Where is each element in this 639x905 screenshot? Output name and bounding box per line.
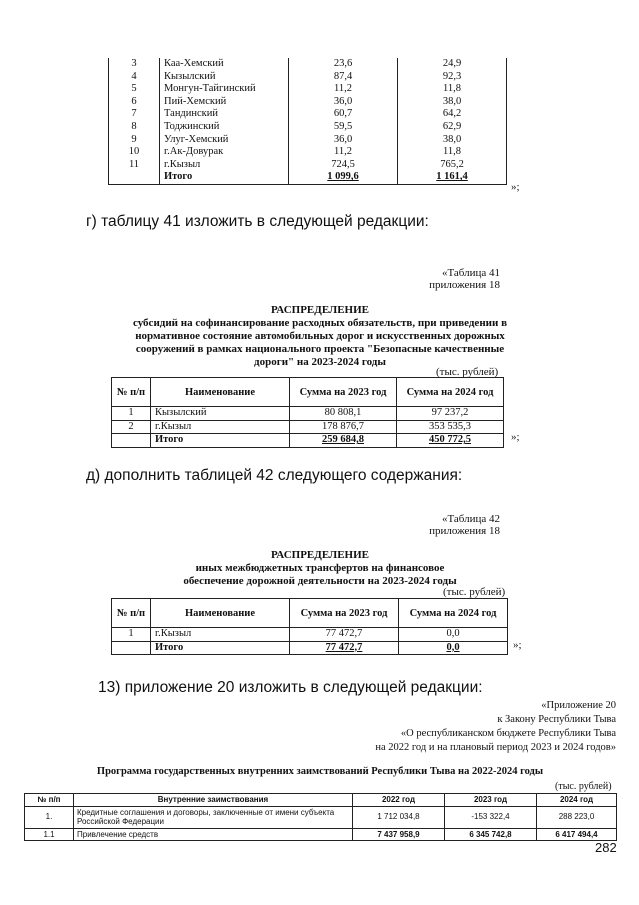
row-value-2024: 38,0 xyxy=(398,96,507,109)
row-number: 5 xyxy=(109,83,160,96)
table-row xyxy=(109,121,507,134)
table-row xyxy=(109,146,507,159)
table-row xyxy=(112,628,508,642)
table-total-row xyxy=(112,641,508,655)
table-41-subtitle-2: нормативное состояние автомобильных дорог и искусственных дорожных xyxy=(135,330,505,342)
row-value-2024: 0,0 xyxy=(399,628,508,642)
row-number: 1 xyxy=(112,628,151,642)
row-value-2023: 80 808,1 xyxy=(290,407,397,421)
table-row xyxy=(109,159,507,172)
row-name: Привлечение средств xyxy=(74,828,353,841)
row-value-2023: 59,5 xyxy=(289,121,398,134)
table-row xyxy=(109,134,507,147)
table-42-unit: (тыс. рублей) xyxy=(443,586,506,598)
col-2024: Сумма на 2024 год xyxy=(399,599,508,628)
table-41-subtitle-1: субсидий на софинансирование расходных обязательств, при приведении в xyxy=(132,317,508,329)
paragraph-13: 13) приложение 20 изложить в следующей редакции: xyxy=(98,679,483,696)
row-number: 10 xyxy=(109,146,160,159)
row-value-2023: -153 322,4 xyxy=(445,806,537,828)
row-value-2024: 288 223,0 xyxy=(537,806,617,828)
total-2024: 1 161,4 xyxy=(398,171,507,184)
col-2024: 2024 год xyxy=(537,794,617,807)
row-name: г.Кызыл xyxy=(151,420,290,434)
total-label: Итого xyxy=(151,434,290,448)
col-2023: 2023 год xyxy=(445,794,537,807)
table-row xyxy=(25,828,617,841)
row-number: 11 xyxy=(109,159,160,172)
total-2023: 259 684,8 xyxy=(290,434,397,448)
row-number: 1 xyxy=(112,407,151,421)
program-unit: (тыс. рублей) xyxy=(555,781,612,792)
row-number: 4 xyxy=(109,71,160,84)
program-title: Программа государственных внутренних заимствований Республики Тыва на 2022-2024 годы xyxy=(96,766,544,777)
table-total-row xyxy=(112,434,504,448)
table-row xyxy=(25,806,617,828)
row-value-2023: 36,0 xyxy=(289,96,398,109)
row-value-2024: 62,9 xyxy=(398,121,507,134)
row-name: Кызылский xyxy=(160,71,289,84)
appendix-20-line1: «Приложение 20 xyxy=(541,700,616,711)
row-value-2023: 23,6 xyxy=(289,58,398,71)
table-row xyxy=(109,96,507,109)
col-name: Внутренние заимствования xyxy=(74,794,353,807)
row-value-2024: 92,3 xyxy=(398,71,507,84)
row-number-empty xyxy=(112,434,151,448)
table-42-closing: »; xyxy=(513,639,522,651)
row-name: Кредитные соглашения и договоры, заключенные от имени субъекта Российской Федерации xyxy=(74,806,353,828)
row-number-empty xyxy=(112,641,151,655)
row-number: 1.1 xyxy=(25,828,74,841)
table-row xyxy=(112,420,504,434)
row-name: г.Кызыл xyxy=(160,159,289,172)
row-name: Тоджинский xyxy=(160,121,289,134)
col-name: Наименование xyxy=(151,378,290,407)
row-value-2023: 87,4 xyxy=(289,71,398,84)
total-2023: 77 472,7 xyxy=(290,641,399,655)
row-number: 7 xyxy=(109,108,160,121)
table-40-closing: »; xyxy=(511,181,520,193)
row-name: г.Кызыл xyxy=(151,628,290,642)
row-value-2022: 1 712 034,8 xyxy=(353,806,445,828)
table-42 xyxy=(111,598,508,655)
paragraph-d: д) дополнить таблицей 42 следующего содержания: xyxy=(86,467,463,484)
row-value-2023: 60,7 xyxy=(289,108,398,121)
table-41 xyxy=(111,377,504,448)
row-value-2024: 38,0 xyxy=(398,134,507,147)
row-value-2024: 24,9 xyxy=(398,58,507,71)
col-2024: Сумма на 2024 год xyxy=(397,378,504,407)
row-name: Каа-Хемский xyxy=(160,58,289,71)
table-42-heading xyxy=(110,549,530,588)
row-number: 9 xyxy=(109,134,160,147)
col-number: № п/п xyxy=(112,599,151,628)
table-row xyxy=(112,407,504,421)
row-value-2023: 724,5 xyxy=(289,159,398,172)
table-41-subtitle-3: сооружений в рамках национального проекта "Безопасные качественные xyxy=(135,343,505,355)
row-number: 8 xyxy=(109,121,160,134)
table-42-title: РАСПРЕДЕЛЕНИЕ xyxy=(270,549,369,561)
row-value-2024: 64,2 xyxy=(398,108,507,121)
table-41-ref xyxy=(400,267,500,291)
row-name: Улуг-Хемский xyxy=(160,134,289,147)
row-value-2024: 11,8 xyxy=(398,146,507,159)
appendix-20-line2: к Закону Республики Тыва xyxy=(497,714,616,725)
row-value-2023: 178 876,7 xyxy=(290,420,397,434)
row-value-2023: 77 472,7 xyxy=(290,628,399,642)
row-name: Монгун-Тайгинский xyxy=(160,83,289,96)
table-41-subtitle-4: дороги" на 2023-2024 годы xyxy=(254,356,386,368)
row-name: Тандинский xyxy=(160,108,289,121)
row-value-2024: 11,8 xyxy=(398,83,507,96)
col-number: № п/п xyxy=(112,378,151,407)
paragraph-g: г) таблицу 41 изложить в следующей редакции: xyxy=(86,213,429,230)
table-42-subtitle-1: иных межбюджетных трансфертов на финансовое xyxy=(195,562,445,574)
table-41-ref-line2: приложения 18 xyxy=(429,279,500,291)
table-row xyxy=(109,71,507,84)
col-2022: 2022 год xyxy=(353,794,445,807)
table-42-ref-line1: «Таблица 42 xyxy=(441,513,500,525)
total-2024: 0,0 xyxy=(399,641,508,655)
table-42-ref xyxy=(400,513,500,537)
row-value-2023: 11,2 xyxy=(289,83,398,96)
row-number-empty xyxy=(109,171,160,184)
table-42-subtitle-2: обеспечение дорожной деятельности на 2023-2024 годы xyxy=(183,575,457,587)
row-value-2022: 7 437 958,9 xyxy=(353,828,445,841)
row-value-2024: 6 417 494,4 xyxy=(537,828,617,841)
total-label: Итого xyxy=(160,171,289,184)
table-40-tail xyxy=(108,58,507,185)
row-name: Кызылский xyxy=(151,407,290,421)
page-number: 282 xyxy=(595,840,617,855)
col-name: Наименование xyxy=(151,599,290,628)
table-41-closing: »; xyxy=(511,431,520,443)
table-41-heading xyxy=(110,304,530,369)
program-table xyxy=(24,793,617,841)
row-number: 2 xyxy=(112,420,151,434)
table-42-ref-line2: приложения 18 xyxy=(429,525,500,537)
row-value-2023: 36,0 xyxy=(289,134,398,147)
col-2023: Сумма на 2023 год xyxy=(290,378,397,407)
table-41-ref-line1: «Таблица 41 xyxy=(441,267,500,279)
table-41-unit: (тыс. рублей) xyxy=(436,366,499,378)
table-row xyxy=(109,83,507,96)
row-value-2023: 11,2 xyxy=(289,146,398,159)
col-2023: Сумма на 2023 год xyxy=(290,599,399,628)
row-name: Пий-Хемский xyxy=(160,96,289,109)
row-number: 3 xyxy=(109,58,160,71)
row-value-2024: 97 237,2 xyxy=(397,407,504,421)
row-value-2023: 6 345 742,8 xyxy=(445,828,537,841)
total-2024: 450 772,5 xyxy=(397,434,504,448)
col-number: № п/п xyxy=(25,794,74,807)
total-2023: 1 099,6 xyxy=(289,171,398,184)
appendix-20-line3: «О республиканском бюджете Республики Тыва xyxy=(400,728,616,739)
row-value-2024: 765,2 xyxy=(398,159,507,172)
table-total-row xyxy=(109,171,507,184)
total-label: Итого xyxy=(151,641,290,655)
table-row xyxy=(109,108,507,121)
appendix-20-line4: на 2022 год и на плановый период 2023 и 2024 годов» xyxy=(375,742,616,753)
table-row xyxy=(109,58,507,71)
appendix-20-header xyxy=(375,699,616,755)
row-value-2024: 353 535,3 xyxy=(397,420,504,434)
row-number: 6 xyxy=(109,96,160,109)
row-name: г.Ак-Довурак xyxy=(160,146,289,159)
row-number: 1. xyxy=(25,806,74,828)
table-41-title: РАСПРЕДЕЛЕНИЕ xyxy=(270,304,369,316)
